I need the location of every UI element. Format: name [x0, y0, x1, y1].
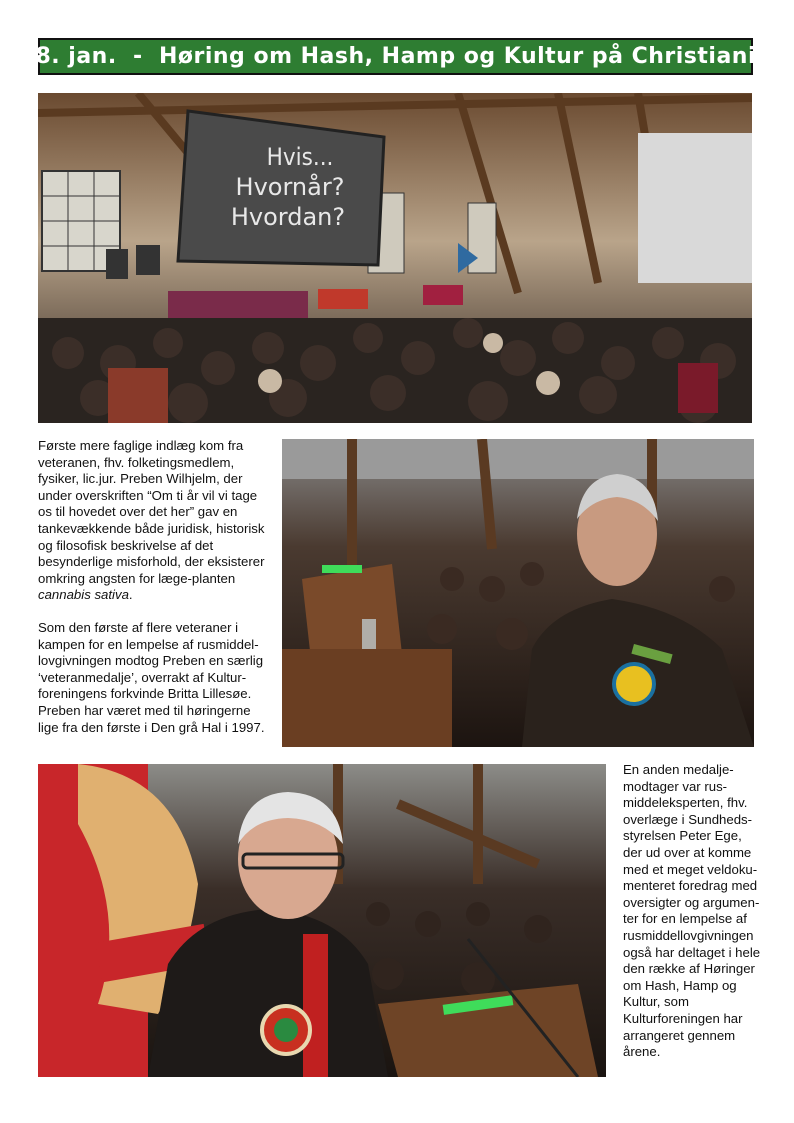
paragraph-1-end: .: [128, 587, 133, 603]
article-text-first: [38, 438, 268, 752]
screen-line-3: Hvordan?: [230, 203, 346, 231]
preben-photo: [282, 439, 754, 747]
screen-line-1: Hvis...: [266, 143, 334, 171]
page-title: 28. jan. - Høring om Hash, Hamp og Kultur på Christiania: [19, 44, 772, 69]
paragraph-1: [38, 438, 268, 604]
screen-line-2: Hvornår?: [235, 173, 345, 201]
page-header: [19, 38, 772, 75]
paragraph-1-plant: cannabis sativa: [38, 587, 129, 603]
paragraph-1-text: Første mere faglige indlæg kom fra veteranen, fhv. folketingsmedlem, fysiker, lic.jur. Preben Wilhjelm, der under overskriften “Om ti år vil vi tage os til hovedet over det her” gav en tankevækkende både juridisk, historisk og filosofisk beskrivelse af det besynderlige misforhold, der eksisterer omkring angsten for læge-planten: [38, 438, 265, 586]
peter-ege-photo: [38, 764, 606, 1077]
hall-photo: [38, 93, 752, 423]
paragraph-3: En anden medalje-modtager var rus-middeleksperten, fhv. overlæge i Sundheds-styrelsen Peter Ege, der ud over at komme med et meget veldoku-menteret foredrag med oversigter og argumen-ter for en lempelse af rusmiddellovgivningen også har deltaget i hele den række af Høringer om Hash, Hamp og Kultur, som Kulturforeningen har arrangeret gennem årene.: [623, 762, 761, 1060]
paragraph-2: Som den første af flere veteraner i kampen for en lempelse af rusmiddel-lovgivningen modtog Preben en særlig ‘veteranmedalje’, overrakt af Kultur-foreningens forkvinde Britta Lillesøe. Preben har været med til høringerne lige fra den første i Den grå Hal i 1997.: [38, 619, 265, 735]
article-text-second: [623, 762, 763, 1077]
